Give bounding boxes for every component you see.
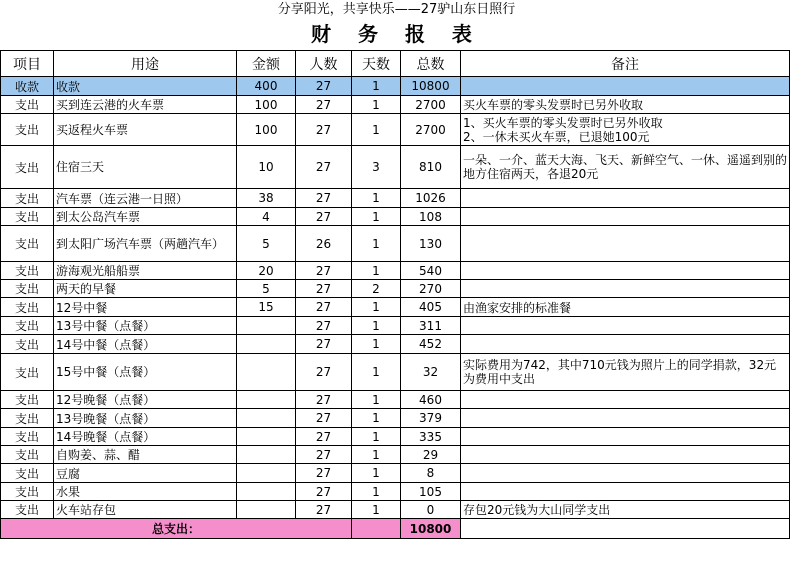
cell-amount — [237, 428, 296, 446]
cell-people: 27 — [296, 464, 352, 483]
finance-table — [0, 50, 790, 539]
table-row — [1, 96, 790, 114]
header-purpose: 用途 — [54, 51, 237, 77]
summary-row — [1, 519, 790, 539]
cell-note — [461, 262, 790, 280]
cell-purpose: 到太阳广场汽车票（两趟汽车） — [54, 226, 237, 262]
cell-purpose: 收款 — [54, 77, 237, 96]
cell-type: 支出 — [1, 96, 54, 114]
table-row — [1, 77, 790, 96]
header-amount: 金额 — [237, 51, 296, 77]
cell-type: 支出 — [1, 189, 54, 208]
cell-note — [461, 189, 790, 208]
cell-people: 27 — [296, 317, 352, 335]
cell-purpose: 住宿三天 — [54, 146, 237, 189]
cell-amount — [237, 464, 296, 483]
cell-amount: 100 — [237, 114, 296, 146]
cell-type: 支出 — [1, 428, 54, 446]
summary-total: 10800 — [401, 519, 461, 539]
report-subtitle: 分享阳光，共享快乐——27驴山东日照行 — [277, 2, 516, 17]
cell-purpose: 水果 — [54, 483, 237, 501]
cell-purpose: 汽车票（连云港一日照） — [54, 189, 237, 208]
table-row — [1, 226, 790, 262]
table-row — [1, 335, 790, 354]
cell-purpose: 买返程火车票 — [54, 114, 237, 146]
cell-days: 1 — [352, 189, 401, 208]
cell-days: 1 — [352, 335, 401, 354]
cell-total: 2700 — [401, 114, 461, 146]
cell-note — [461, 317, 790, 335]
cell-type: 支出 — [1, 280, 54, 298]
cell-total: 130 — [401, 226, 461, 262]
table-row — [1, 146, 790, 189]
cell-note: 存包20元钱为大山同学支出 — [461, 501, 790, 519]
cell-amount: 400 — [237, 77, 296, 96]
cell-people: 27 — [296, 298, 352, 317]
cell-note — [461, 226, 790, 262]
header-days: 天数 — [352, 51, 401, 77]
cell-total: 311 — [401, 317, 461, 335]
table-row — [1, 446, 790, 464]
cell-purpose: 14号晚餐（点餐） — [54, 428, 237, 446]
cell-type: 支出 — [1, 146, 54, 189]
cell-total: 270 — [401, 280, 461, 298]
cell-type: 收款 — [1, 77, 54, 96]
cell-note — [461, 446, 790, 464]
cell-days: 1 — [352, 298, 401, 317]
cell-purpose: 游海观光船船票 — [54, 262, 237, 280]
cell-amount: 5 — [237, 226, 296, 262]
cell-days: 1 — [352, 446, 401, 464]
cell-purpose: 买到连云港的火车票 — [54, 96, 237, 114]
table-row — [1, 464, 790, 483]
cell-days: 1 — [352, 317, 401, 335]
cell-purpose: 到太公岛汽车票 — [54, 208, 237, 226]
cell-type: 支出 — [1, 298, 54, 317]
table-row — [1, 391, 790, 409]
cell-amount: 4 — [237, 208, 296, 226]
cell-total: 405 — [401, 298, 461, 317]
cell-days: 1 — [352, 208, 401, 226]
cell-purpose: 两天的早餐 — [54, 280, 237, 298]
table-row — [1, 409, 790, 428]
cell-people: 27 — [296, 96, 352, 114]
cell-note — [461, 77, 790, 96]
cell-people: 27 — [296, 354, 352, 391]
summary-label: 总支出： — [1, 519, 352, 539]
cell-amount — [237, 354, 296, 391]
cell-purpose: 14号中餐（点餐） — [54, 335, 237, 354]
cell-note: 一朵、一介、蓝天大海、飞天、新鲜空气、一休、遥遥到别的地方住宿两天，各退20元 — [461, 146, 790, 189]
cell-type: 支出 — [1, 208, 54, 226]
cell-total: 0 — [401, 501, 461, 519]
table-row — [1, 483, 790, 501]
cell-people: 27 — [296, 409, 352, 428]
cell-days: 1 — [352, 409, 401, 428]
cell-amount: 100 — [237, 96, 296, 114]
cell-people: 26 — [296, 226, 352, 262]
cell-total: 1026 — [401, 189, 461, 208]
cell-type: 支出 — [1, 483, 54, 501]
cell-people: 27 — [296, 483, 352, 501]
cell-note — [461, 335, 790, 354]
cell-note — [461, 464, 790, 483]
cell-type: 支出 — [1, 464, 54, 483]
cell-type: 支出 — [1, 354, 54, 391]
cell-days: 1 — [352, 428, 401, 446]
cell-people: 27 — [296, 428, 352, 446]
cell-total: 810 — [401, 146, 461, 189]
cell-type: 支出 — [1, 501, 54, 519]
table-row — [1, 114, 790, 146]
cell-type: 支出 — [1, 226, 54, 262]
header-note: 备注 — [461, 51, 790, 77]
cell-total: 10800 — [401, 77, 461, 96]
table-header-row — [1, 51, 790, 77]
cell-type: 支出 — [1, 262, 54, 280]
cell-days: 1 — [352, 96, 401, 114]
cell-total: 335 — [401, 428, 461, 446]
cell-total: 32 — [401, 354, 461, 391]
cell-purpose: 12号晚餐（点餐） — [54, 391, 237, 409]
cell-note — [461, 391, 790, 409]
header-total: 总数 — [401, 51, 461, 77]
cell-days: 1 — [352, 354, 401, 391]
cell-purpose: 13号晚餐（点餐） — [54, 409, 237, 428]
cell-type: 支出 — [1, 446, 54, 464]
table-row — [1, 280, 790, 298]
cell-amount: 20 — [237, 262, 296, 280]
cell-days: 1 — [352, 483, 401, 501]
cell-total: 29 — [401, 446, 461, 464]
cell-type: 支出 — [1, 391, 54, 409]
cell-amount — [237, 317, 296, 335]
cell-amount — [237, 501, 296, 519]
header-type: 项目 — [1, 51, 54, 77]
cell-total: 540 — [401, 262, 461, 280]
cell-note: 买火车票的零头发票时已另外收取 — [461, 96, 790, 114]
cell-note: 由渔家安排的标准餐 — [461, 298, 790, 317]
table-row — [1, 189, 790, 208]
table-row — [1, 354, 790, 391]
cell-type: 支出 — [1, 114, 54, 146]
summary-note-cell — [461, 519, 790, 539]
cell-note — [461, 208, 790, 226]
summary-empty-cell — [352, 519, 401, 539]
cell-people: 27 — [296, 114, 352, 146]
cell-note — [461, 483, 790, 501]
table-row — [1, 317, 790, 335]
cell-total: 460 — [401, 391, 461, 409]
cell-total: 8 — [401, 464, 461, 483]
cell-amount: 10 — [237, 146, 296, 189]
table-row — [1, 298, 790, 317]
cell-people: 27 — [296, 208, 352, 226]
table-row — [1, 501, 790, 519]
cell-purpose: 自购姜、蒜、醋 — [54, 446, 237, 464]
cell-people: 27 — [296, 77, 352, 96]
cell-days: 1 — [352, 114, 401, 146]
cell-purpose: 12号中餐 — [54, 298, 237, 317]
cell-days: 1 — [352, 77, 401, 96]
cell-type: 支出 — [1, 409, 54, 428]
cell-note: 实际费用为742，其中710元钱为照片上的同学捐款，32元为费用中支出 — [461, 354, 790, 391]
cell-days: 3 — [352, 146, 401, 189]
cell-purpose: 13号中餐（点餐） — [54, 317, 237, 335]
cell-days: 1 — [352, 262, 401, 280]
cell-people: 27 — [296, 262, 352, 280]
cell-note — [461, 280, 790, 298]
cell-total: 105 — [401, 483, 461, 501]
cell-days: 1 — [352, 501, 401, 519]
cell-total: 452 — [401, 335, 461, 354]
cell-purpose: 15号中餐（点餐） — [54, 354, 237, 391]
cell-total: 379 — [401, 409, 461, 428]
cell-amount — [237, 409, 296, 428]
cell-amount — [237, 446, 296, 464]
cell-note — [461, 409, 790, 428]
cell-type: 支出 — [1, 335, 54, 354]
cell-people: 27 — [296, 446, 352, 464]
cell-note — [461, 428, 790, 446]
cell-people: 27 — [296, 189, 352, 208]
cell-purpose: 豆腐 — [54, 464, 237, 483]
header-people: 人数 — [296, 51, 352, 77]
cell-people: 27 — [296, 335, 352, 354]
cell-type: 支出 — [1, 317, 54, 335]
cell-days: 1 — [352, 391, 401, 409]
cell-total: 108 — [401, 208, 461, 226]
cell-days: 1 — [352, 464, 401, 483]
cell-amount: 5 — [237, 280, 296, 298]
cell-days: 1 — [352, 226, 401, 262]
cell-amount — [237, 483, 296, 501]
cell-people: 27 — [296, 146, 352, 189]
cell-note: 1、买火车票的零头发票时已另外收取 2、一休未买火车票，已退她100元 — [461, 114, 790, 146]
cell-people: 27 — [296, 501, 352, 519]
cell-amount — [237, 391, 296, 409]
table-row — [1, 208, 790, 226]
cell-purpose: 火车站存包 — [54, 501, 237, 519]
table-row — [1, 428, 790, 446]
cell-amount: 15 — [237, 298, 296, 317]
table-row — [1, 262, 790, 280]
cell-people: 27 — [296, 280, 352, 298]
cell-days: 2 — [352, 280, 401, 298]
cell-amount: 38 — [237, 189, 296, 208]
cell-total: 2700 — [401, 96, 461, 114]
cell-people: 27 — [296, 391, 352, 409]
cell-amount — [237, 335, 296, 354]
report-title: 财 务 报 表 — [311, 22, 482, 46]
